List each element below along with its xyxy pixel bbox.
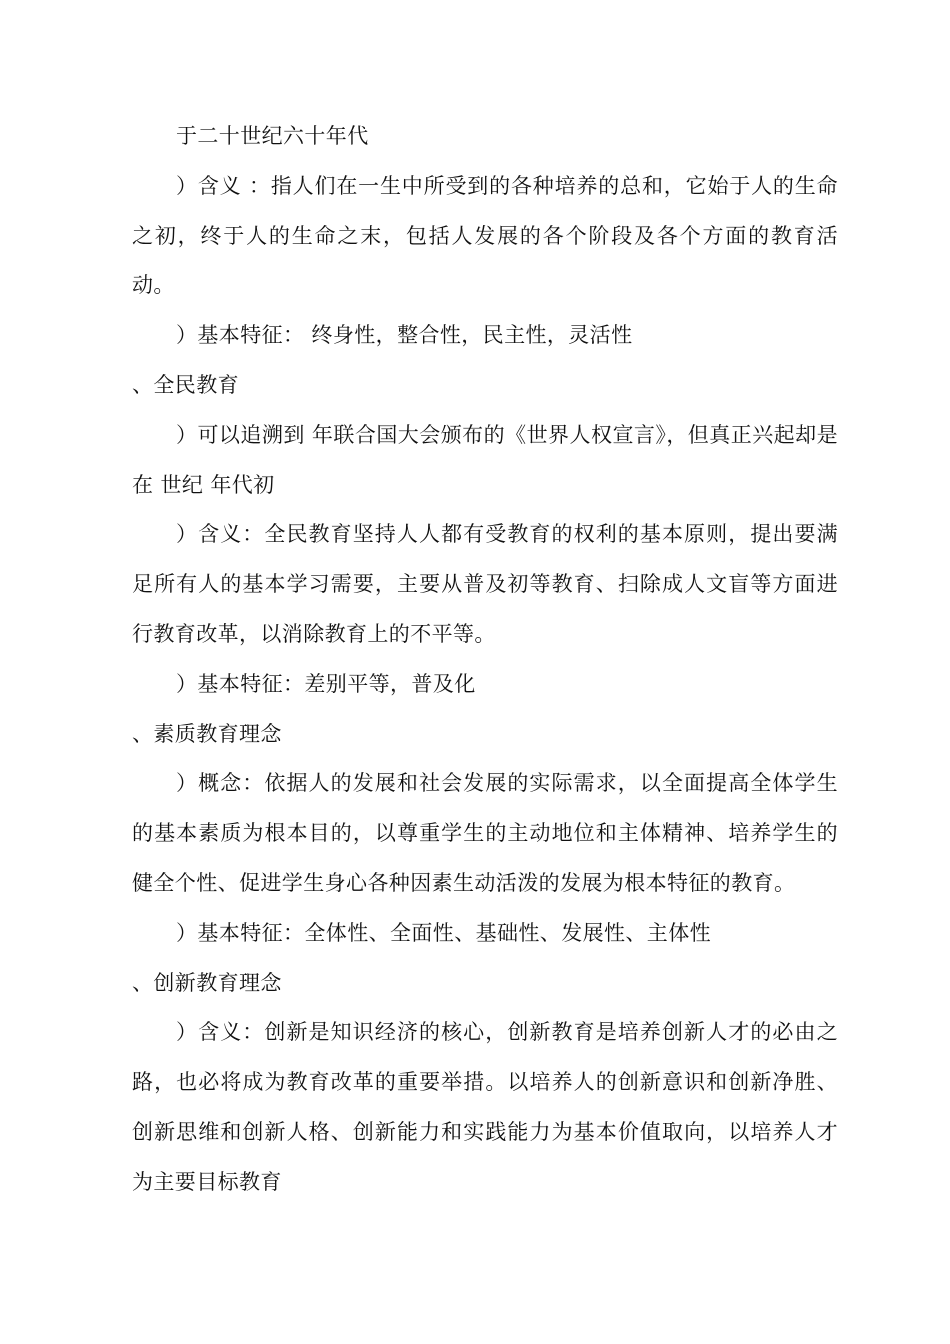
paragraph-lifelong-features: ）基本特征： 终身性，整合性，民主性，灵活性 [176, 323, 633, 348]
heading-innovation-education: 、创新教育理念 [132, 970, 282, 995]
heading-quality-education: 、素质教育理念 [132, 721, 282, 746]
paragraph-universal-meaning: ）含义：全民教育坚持人人都有受教育的权利的基本原则，提出要满足所有人的基本学习需要，主要从普及初等教育、扫除成人文盲等方面进行教育改革，以消除教育上的不平等。 [132, 522, 838, 646]
paragraph-lifelong-origin: 于二十世纪六十年代 [176, 124, 369, 148]
paragraph-universal-origin: ）可以追溯到 年联合国大会颁布的《世界人权宣言》，但真正兴起却是在 世纪 年代初 [132, 422, 838, 497]
paragraph-quality-features: ）基本特征：全体性、全面性、基础性、发展性、主体性 [176, 920, 711, 945]
heading-universal-education: 、全民教育 [132, 372, 239, 397]
paragraph-lifelong-meaning: ）含义 ：指人们在一生中所受到的各种培养的总和，它始于人的生命之初，终于人的生命之末，包括人发展的各个阶段及各个方面的教育活动。 [132, 173, 838, 298]
paragraph-innovation-meaning: ）含义：创新是知识经济的核心，创新教育是培养创新人才的必由之路，也必将成为教育改革的重要举措。以培养人的创新意识和创新净胜、创新思维和创新人格、创新能力和实践能力为基本价值取向，以培养人才为主要目标教育 [132, 1020, 838, 1194]
paragraph-quality-concept: ）概念：依据人的发展和社会发展的实际需求，以全面提高全体学生的基本素质为根本目的，以尊重学生的主动地位和主体精神、培养学生的健全个性、促进学生身心各种因素生动活泼的发展为根本特征的教育。 [132, 771, 838, 895]
document-body [132, 112, 838, 1208]
paragraph-universal-features: ）基本特征：差别平等，普及化 [176, 671, 476, 696]
